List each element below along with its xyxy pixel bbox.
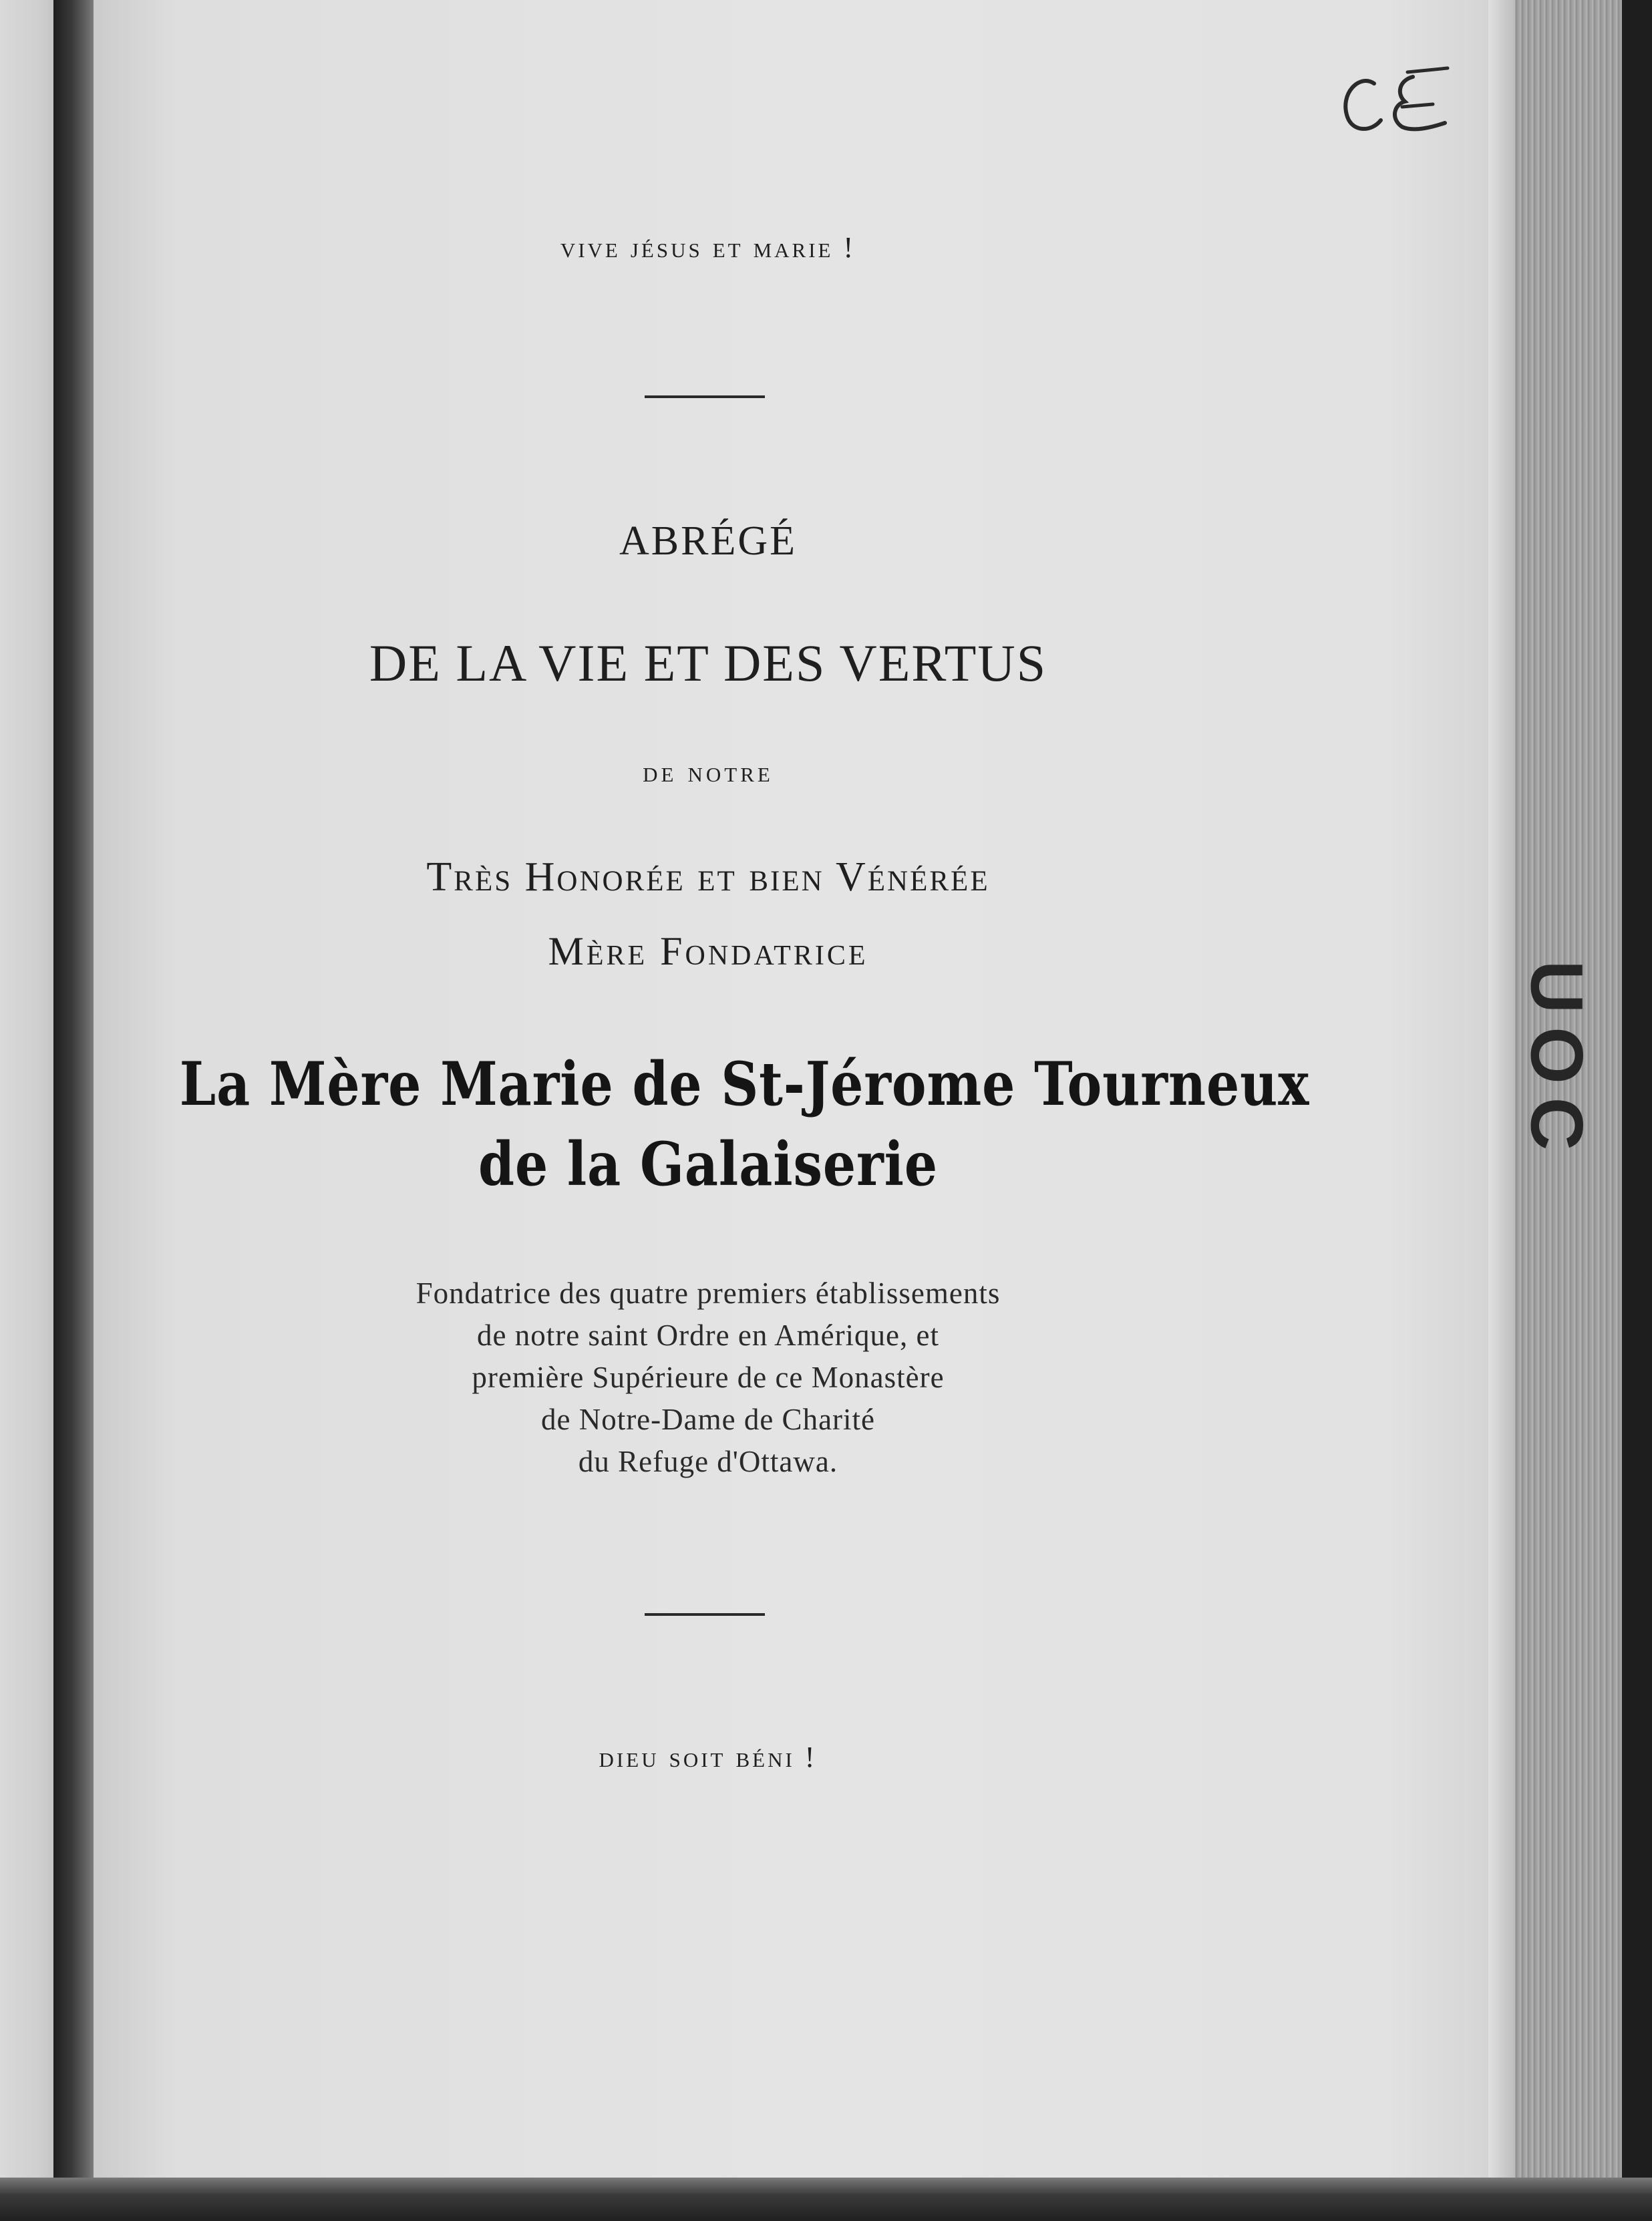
- book-cover-edge: [1622, 0, 1652, 2221]
- book-bottom-edge: [0, 2178, 1652, 2221]
- divider-rule-bottom: [645, 1613, 765, 1616]
- name-line-1: La Mère Marie de St-Jérome Tourneux: [179, 1049, 1310, 1120]
- title-abrege: ABRÉGÉ: [619, 518, 797, 564]
- title-de-notre: de notre: [643, 755, 774, 788]
- page-block-shade: [1488, 0, 1515, 2198]
- description-line: Fondatrice des quatre premiers établissements: [416, 1276, 1001, 1310]
- spine-label: UOC: [1515, 960, 1598, 1164]
- title-honoree: Très Honorée et bien Vénérée: [426, 854, 990, 900]
- name-line-2: de la Galaiserie: [478, 1129, 939, 1200]
- title-mere-fondatrice: Mère Fondatrice: [548, 929, 868, 973]
- description-line: première Supérieure de ce Monastère: [472, 1361, 945, 1394]
- title-main: DE LA VIE ET DES VERTUS: [369, 634, 1047, 692]
- description-line: de Notre-Dame de Charité: [540, 1403, 876, 1436]
- invocation-top: vive jésus et marie !: [560, 231, 856, 264]
- description-line: du Refuge d'Ottawa.: [578, 1445, 838, 1478]
- description-line: de notre saint Ordre en Amérique, et: [476, 1319, 939, 1352]
- divider-rule-top: [645, 395, 765, 398]
- invocation-bottom: dieu soit béni !: [599, 1741, 818, 1773]
- handwritten-mark: [1333, 53, 1466, 147]
